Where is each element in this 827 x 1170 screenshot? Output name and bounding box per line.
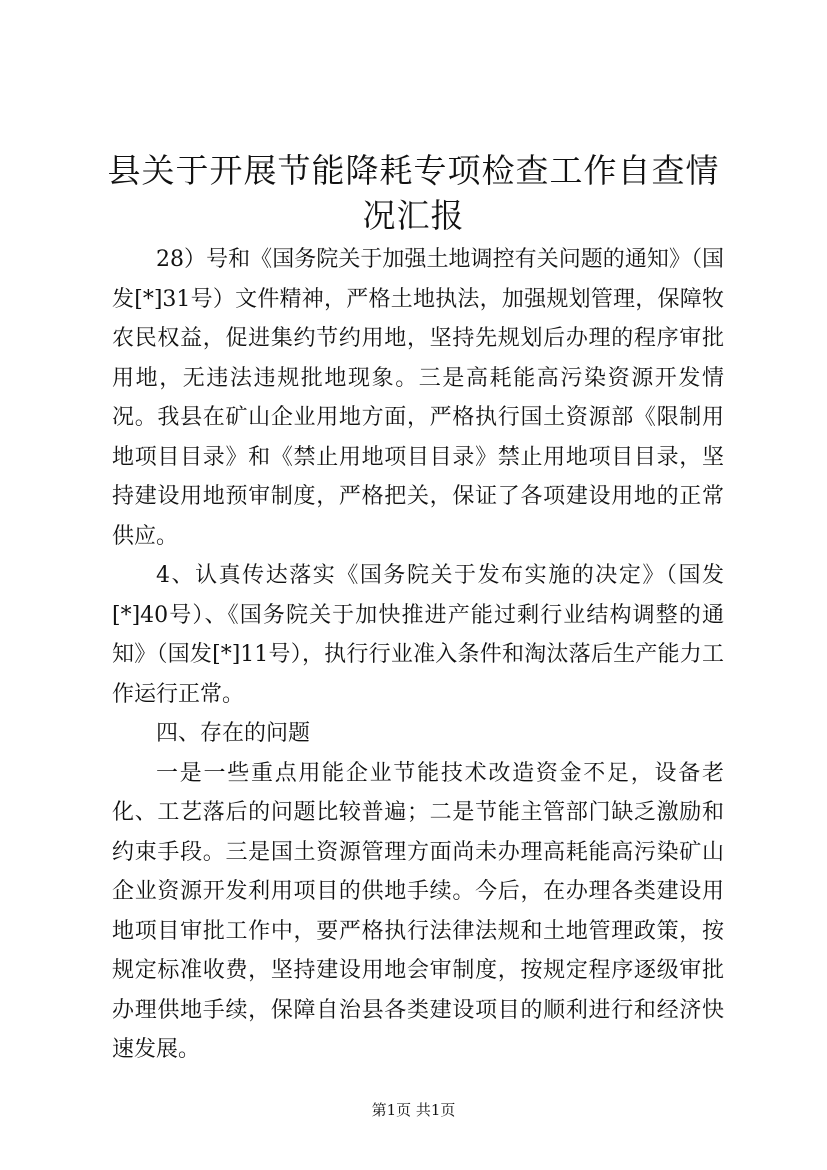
paragraph-industry-access: 4、认真传达落实《国务院关于发布实施的决定》（国发[*]40号）、《国务院关于加快推进产能过剩行业结构调整的通知》（国发[*]11号），执行行业准入条件和淘汰落后生产能力工作运行正常。 — [112, 563, 724, 707]
document-body — [112, 240, 724, 1070]
paragraph-problems: 一是一些重点用能企业节能技术改造资金不足，设备老化、工艺落后的问题比较普遍；二是节能主管部门缺乏激励和约束手段。三是国土资源管理方面尚未办理高耗能高污染矿山企业资源开发利用项目的供地手续。今后，在办理各类建设用地项目审批工作中，要严格执行法律法规和土地管理政策，按规定标准收费，坚持建设用地会审制度，按规定程序逐级审批办理供地手续，保障自治县各类建设项目的顺利进行和经济快速发展。 — [112, 760, 724, 1062]
page-footer: 第1页 共1页 — [371, 1101, 456, 1119]
document-title: 县关于开展节能降耗专项检查工作自查情况汇报 — [107, 151, 720, 235]
paragraph-land-policy: 28）号和《国务院关于加强土地调控有关问题的通知》（国发[*]31号）文件精神，严格土地执法，加强规划管理，保障牧农民权益，促进集约节约用地，坚持先规划后办理的程序审批用地，无违法违规批地现象。三是高耗能高污染资源开发情况。我县在矿山企业用地方面，严格执行国土资源部《限制用地项目目录》和《禁止用地项目目录》禁止用地项目目录，坚持建设用地预审制度，严格把关，保证了各项建设用地的正常供应。 — [112, 247, 724, 549]
section-heading-problems: 四、存在的问题 — [156, 721, 311, 746]
